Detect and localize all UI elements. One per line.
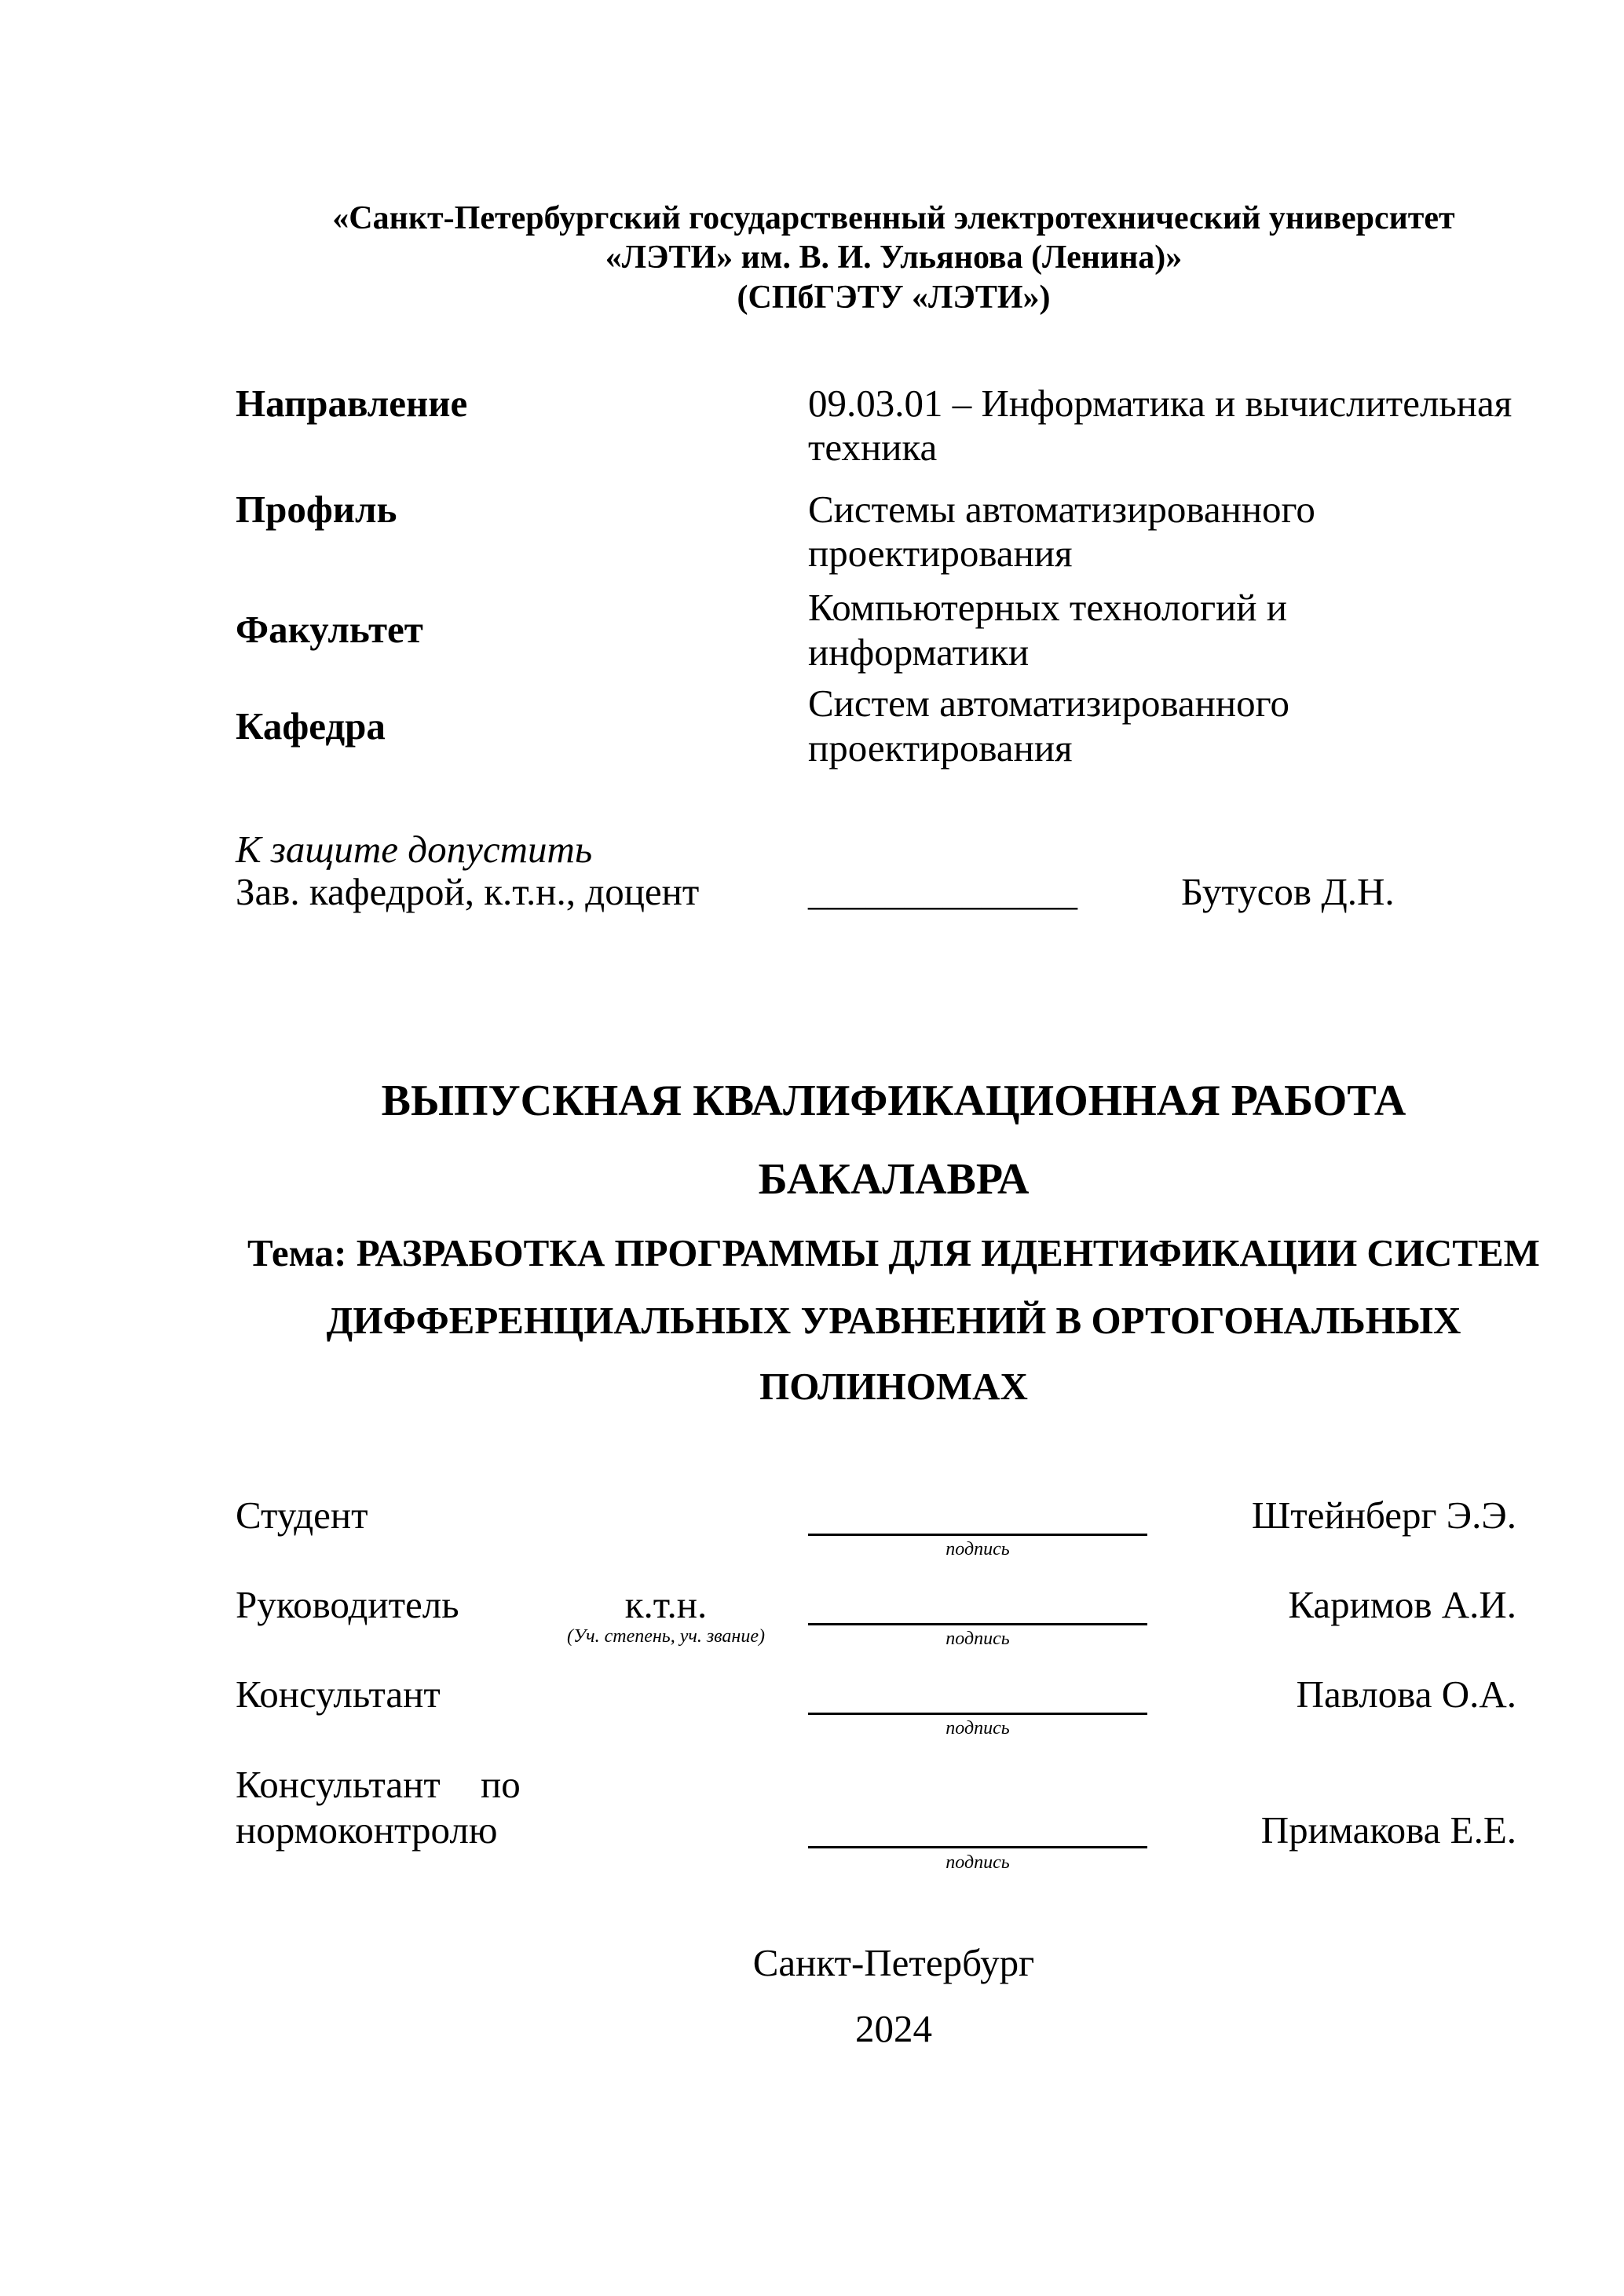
degree-caption: (Уч. степень, уч. звание) bbox=[567, 1626, 765, 1647]
role-supervisor: Руководитель bbox=[236, 1583, 459, 1626]
topic-line1: Тема: РАЗРАБОТКА ПРОГРАММЫ ДЛЯ ИДЕНТИФИКАЦИИ СИСТЕМ bbox=[247, 1231, 1540, 1274]
signature-line-supervisor bbox=[808, 1623, 1147, 1625]
name-norm-consultant: Примакова Е.Е. bbox=[1260, 1808, 1516, 1852]
value-profile-line2: проектирования bbox=[808, 532, 1073, 575]
role-norm-consultant-line1: Консультант bbox=[236, 1763, 441, 1806]
approval-heading: К защите допустить bbox=[236, 828, 593, 871]
name-consultant: Павлова О.А. bbox=[1296, 1673, 1516, 1716]
footer-city: Санкт-Петербург bbox=[752, 1941, 1035, 1984]
name-supervisor: Каримов А.И. bbox=[1288, 1583, 1516, 1626]
value-faculty-line1: Компьютерных технологий и bbox=[808, 586, 1287, 629]
signature-caption: подпись bbox=[946, 1539, 1010, 1559]
topic-line2: ДИФФЕРЕНЦИАЛЬНЫХ УРАВНЕНИЙ В ОРТОГОНАЛЬНЫХ bbox=[326, 1299, 1461, 1342]
signature-line-norm-consultant bbox=[808, 1846, 1147, 1848]
label-direction: Направление bbox=[236, 382, 468, 425]
value-faculty-line2: информатики bbox=[808, 631, 1030, 674]
role-norm-consultant-line1b: по bbox=[481, 1763, 521, 1806]
work-title-line1: ВЫПУСКНАЯ КВАЛИФИКАЦИОННАЯ РАБОТА bbox=[381, 1077, 1406, 1125]
label-department: Кафедра bbox=[236, 704, 386, 748]
topic-line3: ПОЛИНОМАХ bbox=[759, 1365, 1028, 1408]
label-profile: Профиль bbox=[236, 488, 397, 531]
role-norm-consultant-line2: нормоконтролю bbox=[236, 1808, 498, 1852]
signature-caption: подпись bbox=[946, 1852, 1010, 1873]
work-title-line2: БАКАЛАВРА bbox=[758, 1155, 1030, 1204]
university-name-line1: «Санкт-Петербургский государственный электротехнический университет bbox=[332, 200, 1455, 236]
role-student: Студент bbox=[236, 1493, 368, 1537]
approval-position: Зав. кафедрой, к.т.н., доцент bbox=[236, 870, 700, 913]
value-profile-line1: Системы автоматизированного bbox=[808, 488, 1315, 531]
university-name-line2: «ЛЭТИ» им. В. И. Ульянова (Ленина)» bbox=[605, 239, 1183, 276]
footer-year: 2024 bbox=[855, 2007, 932, 2050]
signature-line-consultant bbox=[808, 1713, 1147, 1715]
university-abbrev: (СПбГЭТУ «ЛЭТИ») bbox=[737, 280, 1051, 316]
value-department-line1: Систем автоматизированного bbox=[808, 682, 1290, 725]
signature-caption: подпись bbox=[946, 1718, 1010, 1738]
value-direction-line2: техника bbox=[808, 426, 938, 469]
signature-line-student bbox=[808, 1534, 1147, 1536]
approval-signature-line: ______________ bbox=[808, 870, 1077, 913]
supervisor-degree: к.т.н. bbox=[624, 1583, 708, 1626]
value-direction-line1: 09.03.01 – Информатика и вычислительная bbox=[808, 382, 1512, 425]
label-faculty: Факультет bbox=[236, 608, 423, 651]
signature-caption: подпись bbox=[946, 1629, 1010, 1649]
approval-name: Бутусов Д.Н. bbox=[1181, 870, 1395, 913]
value-department-line2: проектирования bbox=[808, 726, 1073, 770]
role-consultant: Консультант bbox=[236, 1673, 441, 1716]
name-student: Штейнберг Э.Э. bbox=[1251, 1493, 1516, 1537]
